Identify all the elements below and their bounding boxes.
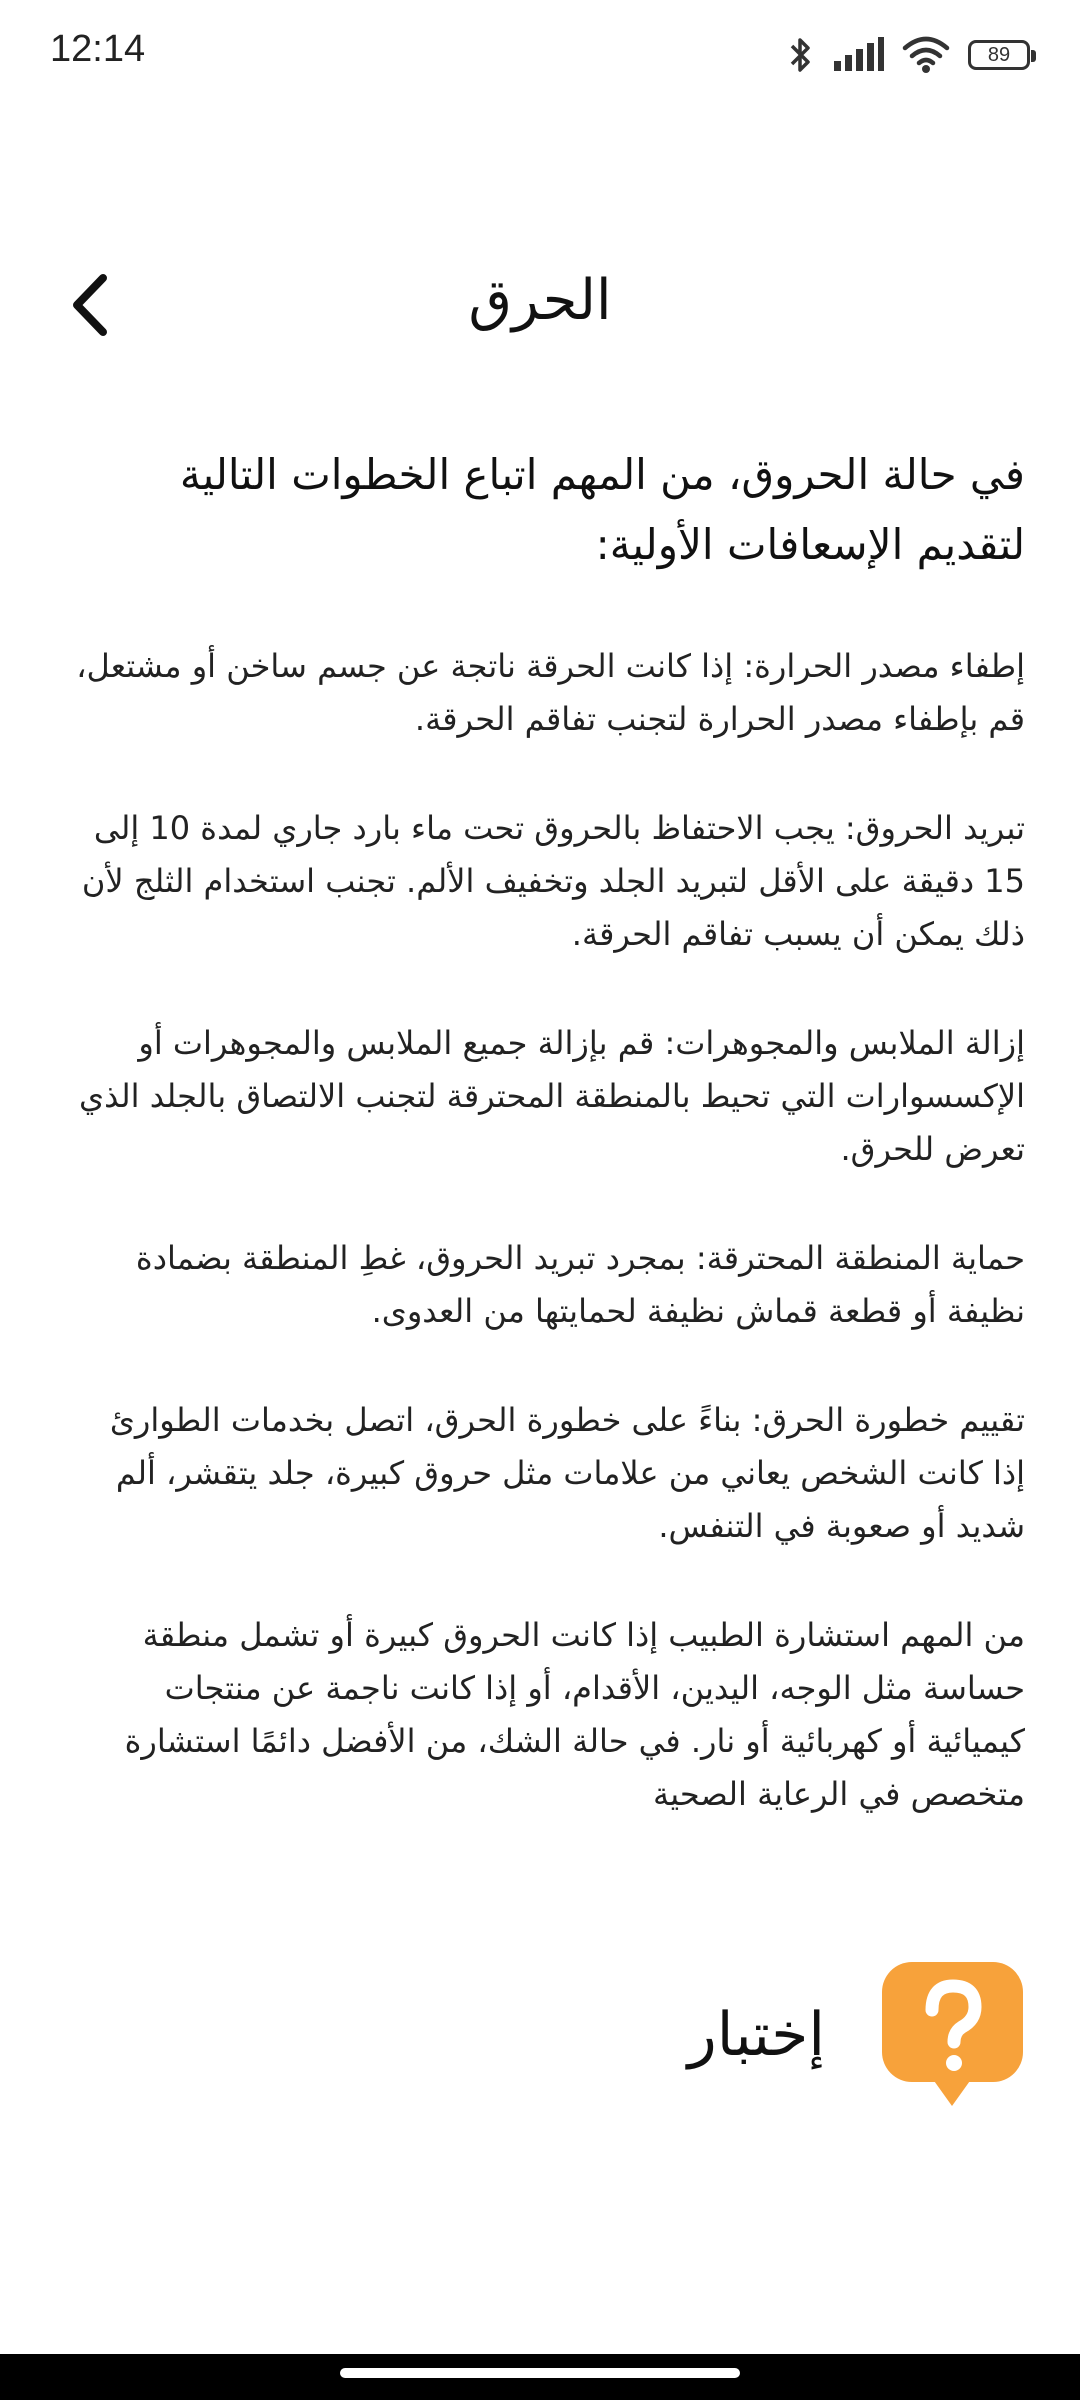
status-icons: [788, 30, 1030, 80]
quiz-label: إختبار: [687, 2000, 825, 2070]
question-bubble-icon: [880, 1960, 1025, 2110]
header: [0, 240, 1080, 370]
quiz-button[interactable]: [688, 1960, 1025, 2110]
system-nav-bar: [0, 2354, 1080, 2400]
article-content: [75, 440, 1025, 1877]
home-indicator[interactable]: [340, 2368, 740, 2378]
status-time: 12:14: [50, 28, 146, 70]
paragraph-protect-area: حماية المنطقة المحترقة: بمجرد تبريد الحروق، غطِ المنطقة بضمادة نظيفة أو قطعة قماش نظيفة لحمايتها من العدوى.: [135, 1239, 1025, 1330]
wifi-icon: [902, 36, 950, 74]
signal-icon: [832, 37, 884, 73]
intro-text: في حالة الحروق، من المهم اتباع الخطوات التالية لتقديم الإسعافات الأولية:: [179, 450, 1025, 569]
paragraph-consult-doctor: من المهم استشارة الطبيب إذا كانت الحروق كبيرة أو تشمل منطقة حساسة مثل الوجه، اليدين، الأقدام، أو إذا كانت ناجمة عن منتجات كيميائية أو كهربائية أو نار. في حالة الشك، من الأفضل دائمًا استشارة متخصص في الرعاية الصحية: [124, 1616, 1025, 1813]
bluetooth-icon: [788, 35, 814, 75]
paragraph-heat-source: إطفاء مصدر الحرارة: إذا كانت الحرقة ناتجة عن جسم ساخن أو مشتعل، قم بإطفاء مصدر الحرارة لتجنب تفاقم الحرقة.: [76, 647, 1025, 738]
status-bar: [0, 0, 1080, 110]
paragraph-assess-severity: تقييم خطورة الحرق: بناءً على خطورة الحرق، اتصل بخدمات الطوارئ إذا كانت الشخص يعاني من علامات مثل حروق كبيرة، جلد يتقشر، ألم شديد أو صعوبة في التنفس.: [109, 1401, 1025, 1545]
page-title: الحرق: [468, 268, 612, 333]
paragraph-remove-clothing: إزالة الملابس والمجوهرات: قم بإزالة جميع الملابس والمجوهرات أو الإكسسوارات التي تحيط بالمنطقة المحترقة لتجنب الالتصاق بالجلد الذي تعرض للحرق.: [79, 1024, 1025, 1168]
battery-icon: 89: [968, 40, 1030, 70]
paragraph-cooling: تبريد الحروق: يجب الاحتفاظ بالحروق تحت ماء بارد جاري لمدة 10 إلى 15 دقيقة على الأقل لتبريد الجلد وتخفيف الألم. تجنب استخدام الثلج لأن ذلك يمكن أن يسبب تفاقم الحرقة.: [81, 809, 1025, 953]
